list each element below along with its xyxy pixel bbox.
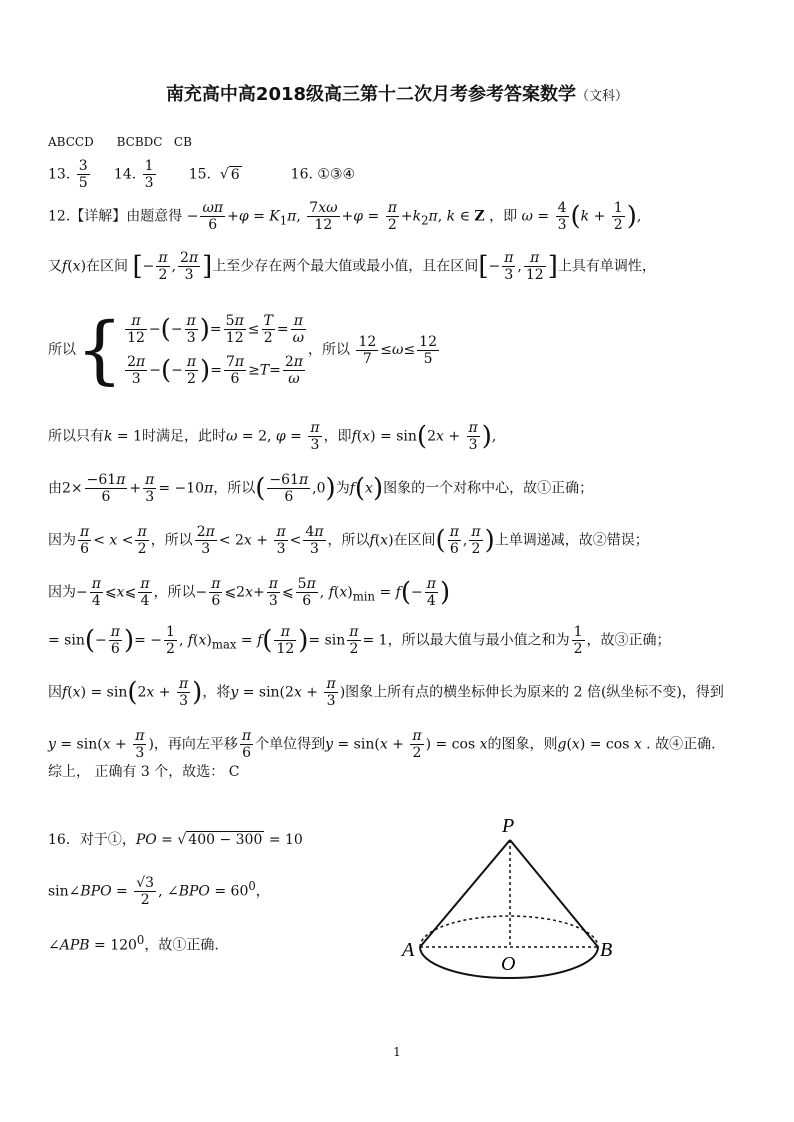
q12-then: ，即 [489, 208, 518, 225]
text: 上至少存在两个最大值或最小值，且在区间 [212, 258, 479, 275]
text: ，所以 [213, 480, 256, 497]
text: 时满足，此时 [142, 428, 227, 445]
q16-label: 16. [290, 166, 313, 183]
label-b: B [600, 939, 613, 961]
text: 在区间 [86, 258, 129, 275]
page-title [0, 80, 794, 106]
q12-head: 12.【详解】由题意得 [48, 208, 183, 225]
text: 所以 [48, 342, 76, 359]
title-main: 南充高中高2018级高三第十二次月考参考答案数学 [165, 84, 577, 105]
text: 因为 [48, 584, 76, 601]
cone-figure [400, 810, 630, 995]
q16-line-1: 16．对于①，PO = √ 400 − 300 = 10 [48, 832, 303, 848]
label-a: A [402, 939, 415, 961]
text: ，故③正确； [586, 632, 671, 649]
q12-line-7: 因为− $\frac{\pi}{4}$ ⩽x⩽ $\frac{\pi}{4}$ ，所以− $\frac{\pi}{6}$ ⩽2x+ $\frac{\pi}{3}$ ⩽ $\frac{5\pi}{6}$ , $f(x)_{min} = f(-$ $\frac{\pi}{4}$ ) [48, 576, 451, 610]
mc-answers-3: CB [173, 135, 192, 149]
q12-conclusion: 综上， 正确有 3 个，故选： C [48, 764, 240, 780]
text: 图象上所有点的横坐标伸长为原来的 2 倍(纵坐标不变)，得到 [345, 684, 724, 701]
text: 图象的一个对称中心，故①正确； [383, 480, 594, 497]
slant-edge-pb [510, 840, 598, 947]
text: 所以只有 [48, 428, 104, 445]
text: 由 [48, 480, 62, 497]
mc-answers [48, 136, 192, 148]
q12-line-9: 因f(x) = sin(2x + $\frac{\pi}{3}$ )，将y = sin(2x + $\frac{\pi}{3}$ )图象上所有点的横坐标伸长为原来的 2 倍(纵坐标不变)，得到 [48, 676, 724, 710]
mc-answers-2: BCBDC [116, 135, 163, 149]
text: ，再向左平移 [153, 736, 238, 753]
label-o: O [501, 953, 516, 975]
text: ，将 [202, 684, 231, 701]
title-sub: （文科） [576, 89, 629, 104]
q12-system: 所以{ $\frac{\pi}{12}$ −(− $\frac{\pi}{3}$ )= $\frac{5\pi}{12}$ ≤ $\frac{T}{2}$ = $\frac{\pi}{\omega}$ $\frac{2\pi}{3}$ −(− $\frac{\pi}{2}$ )= $\frac{7\pi}{6}$ ≥T= $\frac{2\pi}{\omega}$ ，所以 $\frac{12}{7}$ ≤ω≤ $\frac{12}{5}$ [48, 307, 437, 394]
q15-label: 15. [188, 166, 211, 183]
q12-line-6: 因为 $\frac{\pi}{6}$ < x < $\frac{\pi}{2}$ ，所以 $\frac{2\pi}{3}$ < 2x + $\frac{\pi}{3}$ < $\frac{4\pi}{3}$ ，所以f(x)在区间( $\frac{\pi}{6}$ , $\frac{\pi}{2}$ )上单调递减，故②错误； [48, 524, 649, 558]
q13-label: 13. [48, 166, 71, 183]
q12-line-4: 所以只有k = 1时满足，此时ω = 2, φ = $\frac{\pi}{3}$ ，即f(x) = sin(2x + $\frac{\pi}{3}$ ), [48, 420, 497, 454]
q16-line-2: sin∠BPO = $\frac{√3}{2}$ , ∠BPO = $60^0$， [48, 875, 270, 909]
text: 又 [48, 258, 62, 275]
text: ，所以 [308, 342, 350, 359]
text: 在区间 [393, 532, 436, 549]
text: ，所以最大值与最小值之和为 [387, 632, 570, 649]
text: 16．对于①， [48, 832, 136, 848]
text: 上单调递减，故②错误； [494, 532, 649, 549]
q12-line-8: = sin(− $\frac{\pi}{6}$ )= − $\frac{1}{2}$ , $f(x)_{max} = f$( $\frac{\pi}{12}$ )= sin $\frac{\pi}{2}$ = 1，所以最大值与最小值之和为 $\frac{1}{2}$ ，故③正确； [48, 624, 671, 658]
q12-line-1: 12.【详解】由题意得 − $\frac{\omega\pi}{6}$ $+\varphi = K_1\pi$, $\frac{7x\omega}{12}$ +φ = $\frac{\pi}{2}$ $+k_2\pi$, k ∈ Z ，即 ω = $\frac{4}{3}$ (k + $\frac{1}{2}$ ), [48, 200, 642, 234]
text: 个单位得到 [255, 736, 326, 753]
q12-line-10: y = sin(x + $\frac{\pi}{3}$ )，再向左平移 $\frac{\pi}{6}$ 个单位得到y = sin(x + $\frac{\pi}{2}$ ) = cos x的图象，则g(x) = cos x . 故④正确. [48, 728, 716, 762]
text: 因为 [48, 532, 76, 549]
mc-answers-1: ABCCD [48, 135, 94, 149]
text: 因 [48, 684, 62, 701]
fill-answers: 13. $\frac{3}{5}$ 14. $\frac{1}{3}$ 15. √ 6 16. ①③④ [48, 158, 356, 192]
text: 上具有单调性， [557, 258, 656, 275]
page-number: 1 [393, 1045, 401, 1059]
text: 为 [335, 480, 350, 497]
text: 的图象，则 [487, 736, 558, 753]
label-p: P [502, 815, 515, 837]
q16-line-3: ∠APB = $120^0$，故①正确. [48, 933, 219, 954]
text: ，所以 [327, 532, 370, 549]
base-back-arc [420, 916, 598, 947]
q14-label: 14. [113, 166, 137, 183]
q12-line-5: 由2× $\frac{-61\pi}{6}$ + $\frac{\pi}{3}$ = −10π，所以( $\frac{-61\pi}{6}$ ,0)为f(x)图象的一个对称中心，故①正确； [48, 472, 594, 506]
q12-line-2: 又f(x)在区间 [− $\frac{\pi}{2}$ , $\frac{2\pi}{3}$ ]上至少存在两个最大值或最小值，且在区间[− $\frac{\pi}{3}$ , $\frac{\pi}{12}$ ]上具有单调性， [48, 250, 656, 284]
q14-answer: $\frac{1}{3}$ [144, 158, 154, 192]
text: ，所以 [150, 532, 193, 549]
text: ，即 [323, 428, 352, 445]
q16-answer: ①③④ [317, 166, 356, 183]
text: ，所以 [153, 584, 196, 601]
text: 故④正确. [655, 736, 716, 753]
slant-edge-pa [420, 840, 510, 947]
q13-answer: $\frac{3}{5}$ [78, 158, 88, 192]
text: ，故①正确. [144, 937, 219, 954]
q15-answer: 6 [230, 166, 240, 183]
